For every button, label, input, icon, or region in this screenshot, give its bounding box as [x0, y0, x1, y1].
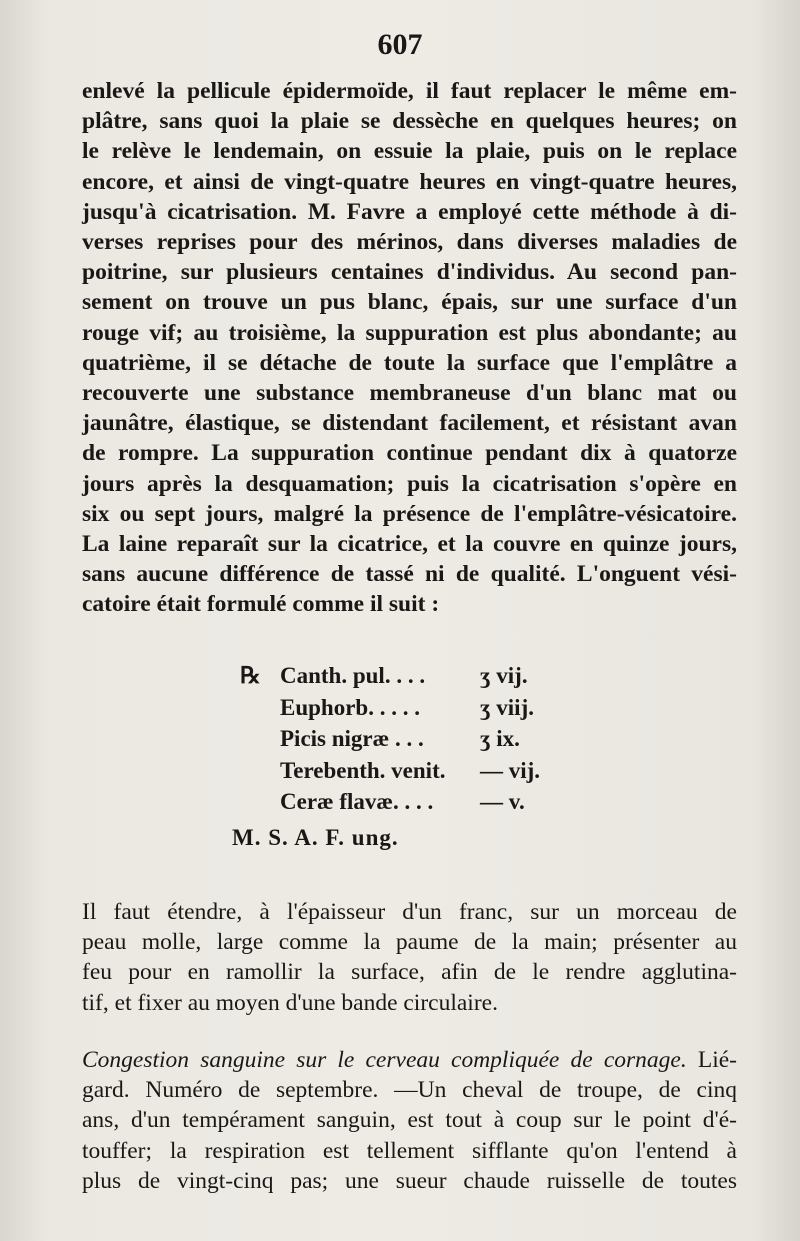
text-line: verses reprises pour des mérinos, dans diverses maladies de — [82, 229, 737, 256]
recipe-quantity: — v. — [480, 789, 525, 814]
recipe-ingredient: Picis nigræ . . . — [280, 726, 424, 751]
recipe-symbol: ℞ — [240, 663, 261, 688]
recipe-row — [240, 755, 560, 787]
text-line — [82, 1045, 737, 1075]
recipe-row — [240, 786, 560, 818]
paragraph-2 — [82, 897, 737, 1018]
heading-continuation: Lié- — [686, 1047, 737, 1073]
text-line: de rompre. La suppuration continue pendant dix à quatorze — [82, 440, 737, 467]
text-line: enlevé la pellicule épidermoïde, il faut replacer le même em- — [82, 78, 737, 104]
recipe-quantity: — vij. — [480, 757, 541, 783]
text-line: rouge vif; au troisième, la suppuration est plus abondante; au — [82, 319, 737, 346]
text-line: recouverte une substance membraneuse d'un blanc mat ou — [82, 380, 737, 407]
recipe-ingredient: Terebenth. venit. — [280, 757, 446, 783]
text-line: touffer; la respiration est tellement sifflante qu'on l'entend à — [82, 1137, 737, 1164]
section-heading-italic: Congestion sanguine sur le cerveau compliquée de cornage. — [82, 1047, 687, 1073]
recipe-symbol — [240, 786, 280, 818]
text-line: ans, d'un tempérament sanguin, est tout à coup sur le point d'é- — [82, 1107, 737, 1134]
recipe-row — [240, 723, 560, 755]
recipe-ingredient: Ceræ flavæ. . . . — [280, 789, 434, 814]
recipe-quantity: ʒ vij. — [480, 663, 528, 688]
text-line: plus de vingt-cinq pas; une sueur chaude ruisselle de toutes — [82, 1167, 737, 1194]
recipe-symbol — [240, 723, 280, 755]
text-line: encore, et ainsi de vingt-quatre heures en vingt-quatre heures, — [82, 168, 737, 195]
text-line: La laine reparaît sur la cicatrice, et la couvre en quinze jours, — [82, 531, 737, 558]
text-line: plâtre, sans quoi la plaie se dessèche en quelques heures; on — [82, 108, 737, 135]
text-line: jours après la desquamation; puis la cicatrisation s'opère en — [82, 470, 737, 497]
recipe-quantity: ʒ ix. — [480, 726, 520, 751]
recipe-ingredient: Euphorb. . . . . — [280, 694, 420, 720]
recipe-symbol — [240, 692, 280, 724]
text-line: quatrième, il se détache de toute la surface que l'emplâtre a — [82, 349, 737, 376]
text-line: sans aucune différence de tassé ni de qualité. L'onguent vési- — [82, 561, 737, 588]
paragraph-3 — [82, 1045, 737, 1196]
text-line: catoire était formulé comme il suit : — [82, 591, 440, 618]
text-line: Il faut étendre, à l'épaisseur d'un franc, sur un morceau de — [82, 899, 737, 925]
recipe-symbol — [240, 755, 280, 787]
text-line: le relève le lendemain, on essuie la plaie, puis on le replace — [82, 138, 737, 165]
text-line: jusqu'à cicatrisation. M. Favre a employé cette méthode à di- — [82, 198, 737, 225]
page-number: 607 — [377, 28, 423, 61]
text-line: tif, et fixer au moyen d'une bande circulaire. — [82, 989, 498, 1016]
recipe-ingredient: Canth. pul. . . . — [280, 663, 426, 688]
text-line: jaunâtre, élastique, se distendant facilement, et résistant avan — [82, 410, 737, 437]
recipe-row — [240, 660, 560, 692]
text-line: feu pour en ramollir la surface, afin de le rendre agglutina- — [82, 959, 737, 986]
recipe-row — [240, 692, 560, 724]
text-line: peau molle, large comme la paume de la main; présenter au — [82, 929, 737, 956]
text-line: gard. Numéro de septembre. —Un cheval de troupe, de cinq — [82, 1077, 737, 1104]
text-line: poitrine, sur plusieurs centaines d'individus. Au second pan- — [82, 259, 737, 286]
text-line: six ou sept jours, malgré la présence de l'emplâtre-vésicatoire. — [82, 500, 737, 527]
paragraph-1 — [82, 76, 737, 620]
recipe-quantity: ʒ viij. — [480, 694, 534, 720]
text-line: sement on trouve un pus blanc, épais, sur une surface d'un — [82, 289, 737, 316]
recipe-formula: M. S. A. F. ung. — [232, 825, 399, 850]
recipe-list — [240, 660, 560, 818]
